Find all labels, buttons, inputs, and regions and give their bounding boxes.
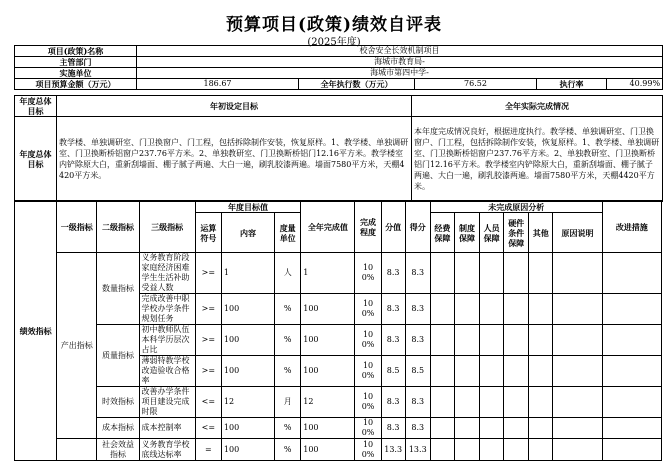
rate-value: 40.99% [607,79,663,90]
indicator-name: 改善办学条件项目建设完成时限 [139,387,195,418]
indicator-actual: 100 [301,356,355,387]
indicator-unit: % [275,356,301,387]
header-r-funding: 经费保障 [430,213,454,253]
indicator-content: 100 [221,356,274,387]
indicator-score: 13.3 [405,439,430,461]
performance-section-label: 绩效指标 [15,201,57,461]
table-row [15,418,662,439]
header-annual-target: 年度目标值 [195,201,300,213]
goals-table [14,95,663,202]
indicator-operator: >= [195,325,221,356]
rate-label: 执行率 [537,79,607,90]
header-level3: 三级指标 [139,201,195,253]
quantity-indicator-label: 数量指标 [97,253,139,325]
indicator-score: 8.3 [405,325,430,356]
indicator-name: 义务教育阶段家庭经济困难学生生活补助受益人数 [139,253,195,294]
indicator-content: 100 [221,439,274,461]
indicator-name: 义务教育学校底线达标率 [139,439,195,461]
indicator-score: 8.3 [405,253,430,294]
indicator-score: 8.3 [405,418,430,439]
indicator-unit: % [275,325,301,356]
indicator-operator: >= [195,294,221,325]
indicator-name: 初中教师队伍本科学历层次占比 [139,325,195,356]
indicator-value: 8.3 [381,418,405,439]
exec-label: 全年执行数（万元） [299,79,415,90]
set-goal-text: 教学楼、单独调研室、门卫换窗户、门工程，包括拆除制作安装，恢复原样。1、教学楼、单独调研室、门卫换断桥铝窗户237.76平方米。2、单独教研室、门卫换断桥铝门12.16平方米。教学楼室内铲除原大白，重新刮墙面、棚子腻子两遍、大白一遍，刷乳胶漆两遍。墙面7580平方米，天棚4420平方米。 [57,117,412,202]
overall-goal-label: 年度总体目标 [15,96,57,117]
indicator-actual: 12 [301,387,355,418]
indicator-unit: % [275,294,301,325]
indicator-value: 13.3 [381,439,405,461]
output-indicator-label: 产出指标 [57,253,97,439]
indicator-actual: 100 [301,294,355,325]
budget-label: 项目预算金额（万元） [15,79,137,90]
overall-goal-label-2: 年度总体目标 [15,117,57,202]
header-measures: 改进措施 [602,201,661,253]
header-r-hardware: 硬件条件保障 [504,213,529,253]
table-row [15,387,662,418]
header-r-system: 制度保障 [454,213,479,253]
indicator-content: 100 [221,294,274,325]
budget-value: 186.67 [137,79,299,90]
indicator-value: 8.3 [381,294,405,325]
indicator-degree: 100% [355,294,381,325]
actual-goal-header: 全年实际完成情况 [412,96,663,117]
header-r-personnel: 人员保障 [480,213,504,253]
indicator-actual: 100 [301,439,355,461]
social-benefit-indicator-label: 社会效益指标 [97,439,139,461]
page-subtitle: (2025年度) [307,37,361,48]
cost-indicator-label: 成本指标 [97,418,139,439]
set-goal-header: 年初设定目标 [57,96,412,117]
actual-goal-text: 本年度完成情况良好，根据进度执行。教学楼、单独调研室、门卫换窗户、门工程，包括拆除制作安装，恢复原样。1、教学楼、单独调研室、门卫换断桥铝窗户237.76平方米。2、单独教研室、门卫换断桥铝门12.16平方米。教学楼室内铲除原大白，重新刮墙面、棚子腻子两遍、大白一遍，刷乳胶漆两遍。墙面7580平方米，天棚4420平方米。 [412,117,663,202]
indicator-content: 12 [221,387,274,418]
indicator-value: 8.3 [381,387,405,418]
header-score: 得分 [405,201,430,253]
indicator-operator: <= [195,418,221,439]
indicator-degree: 100% [355,253,381,294]
header-unit: 度量单位 [275,213,301,253]
header-score-value: 分值 [381,201,405,253]
indicator-score: 8.3 [405,387,430,418]
header-reason-analysis: 未完成原因分析 [430,201,602,213]
header-r-other: 其他 [529,213,553,253]
dept-value: 海城市教育局- [137,57,663,68]
header-level2: 二级指标 [97,201,139,253]
timeliness-indicator-label: 时效指标 [97,387,139,418]
table-row [15,439,662,461]
indicator-operator: >= [195,253,221,294]
indicator-score: 8.3 [405,294,430,325]
indicator-unit: % [275,439,301,461]
header-actual: 全年完成值 [301,201,355,253]
indicator-operator: >= [195,356,221,387]
indicator-name: 成本控制率 [139,418,195,439]
table-row [15,325,662,356]
indicator-degree: 100% [355,356,381,387]
table-row [15,253,662,294]
indicator-degree: 100% [355,387,381,418]
indicator-value: 8.5 [381,356,405,387]
quality-indicator-label: 质量指标 [97,325,139,387]
unit-label: 实施单位 [15,68,137,79]
indicator-degree: 100% [355,439,381,461]
indicator-value: 8.3 [381,253,405,294]
indicator-actual: 1 [301,253,355,294]
project-name-label: 项目(政策)名称 [15,46,137,57]
indicator-unit: % [275,418,301,439]
header-r-explain: 原因说明 [553,213,602,253]
header-degree: 完成程度 [355,201,381,253]
unit-value: 海城市第四中学- [137,68,663,79]
project-info-table [14,45,663,90]
indicator-name: 完成改善中职学校办学条件规划任务 [139,294,195,325]
indicator-actual: 100 [301,418,355,439]
project-name: 校舍安全长效机制项目 [137,46,663,57]
indicators-table [14,200,662,461]
indicator-content: 100 [221,325,274,356]
header-operator: 运算符号 [195,213,221,253]
indicator-name: 薄弱特教学校改造验收合格率 [139,356,195,387]
indicator-value: 8.3 [381,325,405,356]
indicator-operator: <= [195,387,221,418]
indicator-degree: 100% [355,418,381,439]
indicator-score: 8.5 [405,356,430,387]
exec-value: 76.52 [415,79,537,90]
indicator-degree: 100% [355,325,381,356]
indicator-unit: 人 [275,253,301,294]
indicator-operator: = [195,439,221,461]
indicator-content: 1 [221,253,274,294]
indicator-unit: 月 [275,387,301,418]
indicator-actual: 100 [301,325,355,356]
page-title: 预算项目(政策)绩效自评表 [225,15,443,35]
header-content: 内容 [221,213,274,253]
header-level1: 一级指标 [57,201,97,253]
indicator-content: 100 [221,418,274,439]
dept-label: 主管部门 [15,57,137,68]
